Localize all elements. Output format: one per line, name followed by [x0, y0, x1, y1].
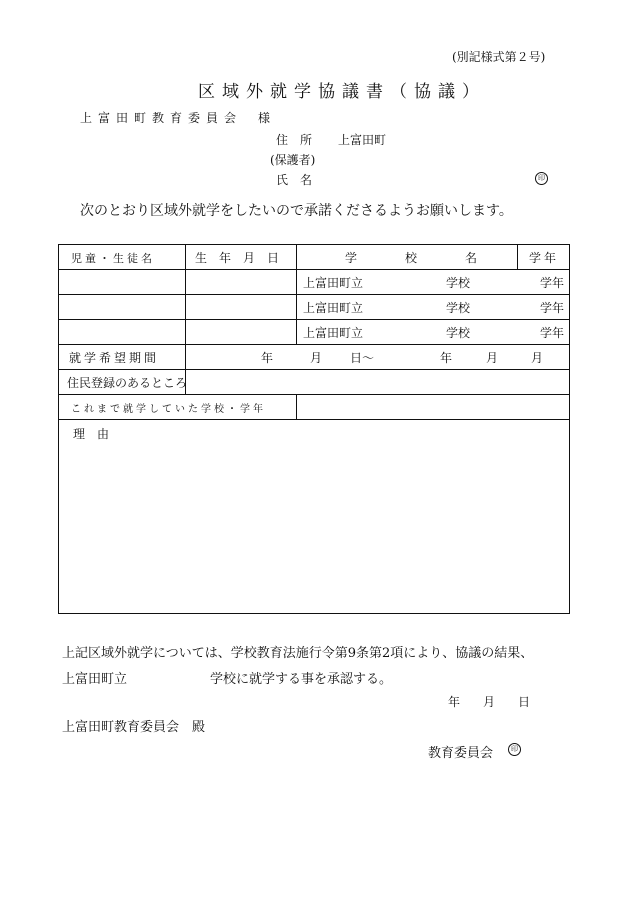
approval-year: 年: [448, 695, 461, 709]
period-label: 就学希望期間: [69, 351, 160, 365]
approval-line-2: 学校に就学する事を承認する。: [210, 672, 393, 687]
period-month-end: 月: [486, 351, 499, 365]
period-month-start: 月: [310, 351, 323, 365]
row-grade: 学年: [540, 326, 565, 340]
approval-recipient: 上富田町教育委員会 殿: [62, 720, 206, 735]
addressee-name: 上富田町教育委員会: [80, 111, 243, 125]
residence-label: 住民登録のあるところ: [67, 376, 188, 390]
approval-issuer: 教育委員会: [428, 746, 494, 761]
form-number: (別記様式第２号): [452, 50, 546, 64]
request-text: 次のとおり区域外就学をしたいので承諾くださるようお願いします。: [80, 203, 513, 219]
period-day-start: 日〜: [350, 351, 375, 365]
period-year-end: 年: [440, 351, 453, 365]
period-year-start: 年: [261, 351, 274, 365]
name-label: 氏 名: [276, 173, 313, 187]
application-table: [58, 244, 570, 614]
row-grade: 学年: [540, 276, 565, 290]
period-day-end: 月: [531, 351, 544, 365]
row-town: 上富田町立: [303, 276, 364, 290]
guardian-label: (保護者): [270, 153, 316, 167]
approval-seal-icon: 印: [508, 743, 521, 756]
reason-label: 理 由: [73, 427, 110, 441]
approval-town: 上富田町立: [62, 672, 128, 687]
address-value: 上富田町: [338, 133, 387, 147]
row-school: 学校: [446, 276, 471, 290]
row-school: 学校: [446, 326, 471, 340]
header-student-name: 児童・生徒名: [71, 252, 155, 265]
header-birth-date: 生 年 月 日: [195, 251, 280, 265]
header-grade: 学年: [529, 251, 560, 265]
seal-icon: 印: [535, 172, 548, 185]
header-school-name: 学 校 名: [345, 251, 478, 265]
document-title: 区域外就学協議書（協議）: [198, 82, 486, 102]
previous-school-label: これまで就学していた学校・学年: [71, 404, 266, 415]
address-label: 住 所: [276, 133, 313, 147]
approval-day: 日: [518, 695, 531, 709]
row-town: 上富田町立: [303, 301, 364, 315]
addressee-honorific: 様: [258, 111, 271, 125]
row-town: 上富田町立: [303, 326, 364, 340]
approval-line-1: 上記区域外就学については、学校教育法施行令第9条第2項により、協議の結果、: [62, 646, 534, 661]
approval-month: 月: [483, 695, 496, 709]
row-grade: 学年: [540, 301, 565, 315]
row-school: 学校: [446, 301, 471, 315]
